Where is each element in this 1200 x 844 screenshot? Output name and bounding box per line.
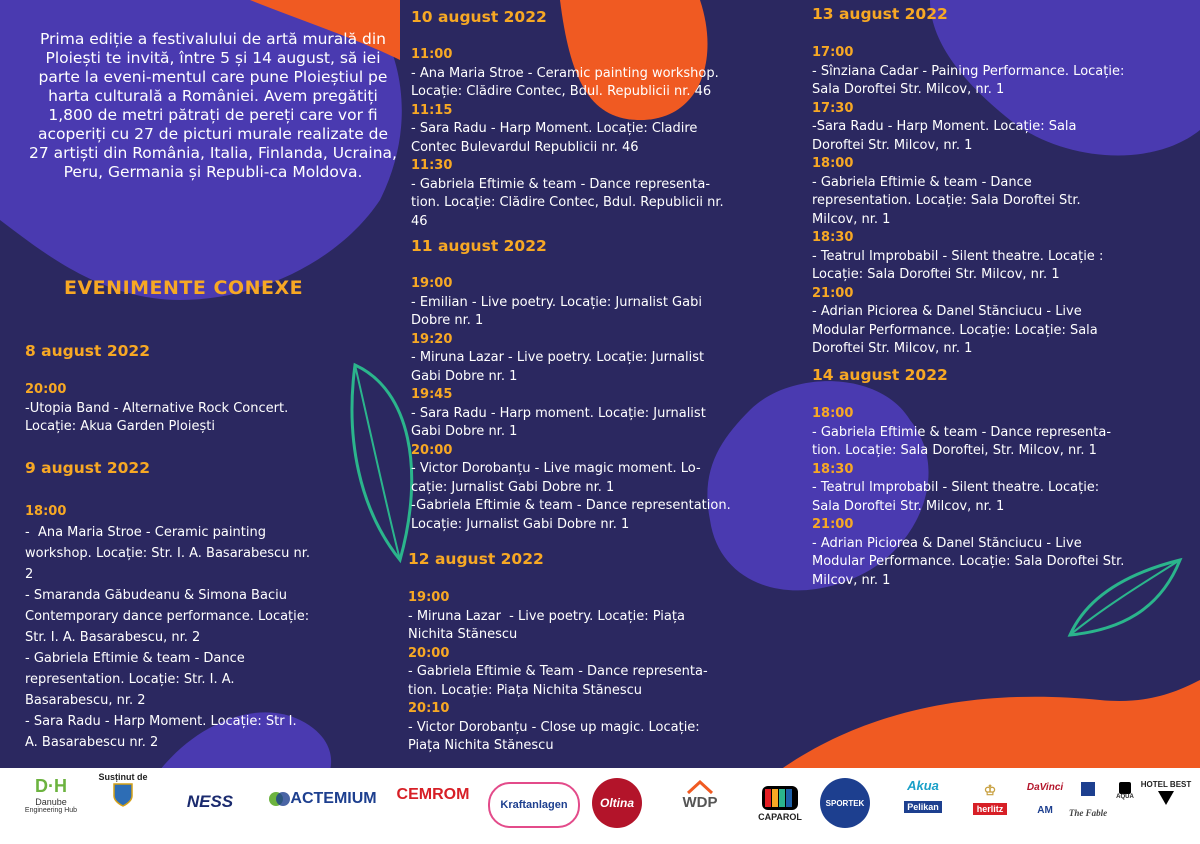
wdp-logo: WDP	[668, 780, 732, 811]
hotel-best-logo: HOTEL BEST	[1136, 780, 1196, 807]
crown-icon: ♔	[983, 782, 997, 798]
day-title: 9 august 2022	[25, 459, 150, 477]
event-time: 18:00	[812, 406, 854, 421]
day-block	[812, 405, 1192, 590]
event-text: - Gabriela Eftimie & team - Dance representa- tion. Locație: Clădire Contec, Bdul. Republicii nr. 46	[411, 176, 724, 229]
event-text: -Utopia Band - Alternative Rock Concert. Locație: Akua Garden Ploiești	[25, 400, 289, 434]
event-time: 11:15	[411, 102, 453, 118]
actemium-logo: ACTEMIUM	[260, 790, 385, 808]
day-title: 12 august 2022	[408, 550, 544, 568]
event-text: - Victor Dorobanțu - Close up magic. Locație: Piața Nichita Stănescu	[408, 719, 700, 753]
the-fable-logo: The Fable	[1068, 782, 1108, 818]
kraftanlagen-logo: Kraftanlagen	[488, 782, 580, 828]
event-text: - Teatrul Improbabil - Silent theatre. Locație : Locație: Sala Doroftei Str. Milcov, nr. 1	[812, 248, 1104, 282]
day-title: 11 august 2022	[411, 237, 547, 255]
caparol-logo: CAPAROL	[752, 782, 808, 822]
day-title: 10 august 2022	[411, 8, 547, 26]
sponsor-logo-bar	[0, 768, 1200, 844]
oltina-logo: Oltina	[592, 778, 642, 828]
section-title: EVENIMENTE CONEXE	[64, 277, 304, 299]
day-block	[411, 275, 791, 534]
event-time: 19:00	[411, 276, 453, 291]
event-time: 20:00	[411, 442, 453, 458]
event-text: - Teatrul Improbabil - Silent theatre. Locație: Sala Doroftei Str. Milcov, nr. 1	[812, 480, 1100, 514]
wdp-roof-icon	[686, 780, 714, 794]
akua-pelikan-logo: Akua Pelikan	[898, 778, 948, 813]
day-block	[25, 503, 395, 753]
day-block	[408, 589, 788, 756]
cemrom-logo: CEMROM	[396, 786, 470, 803]
event-time: 11:30	[411, 158, 453, 173]
event-time: 18:00	[25, 504, 67, 519]
event-time: 18:30	[812, 230, 854, 245]
sportek-logo: SPORTEK	[820, 778, 870, 828]
danube-engineering-hub-logo: D·H Danube Engineering Hub	[24, 776, 78, 814]
event-time: 21:00	[812, 285, 854, 301]
event-text: - Miruna Lazar - Live poetry. Locație: Jurnalist Gabi Dobre nr. 1	[411, 350, 705, 384]
day-block	[812, 44, 1192, 359]
event-text: - Emilian - Live poetry. Locație: Jurnalist Gabi Dobre nr. 1	[411, 294, 702, 328]
aqua-logo: AQUA	[1110, 782, 1140, 800]
event-time: 17:00	[812, 45, 854, 60]
day-title: 8 august 2022	[25, 342, 150, 360]
event-text: - Sînziana Cadar - Paining Performance. Locație: Sala Doroftei Str. Milcov, nr. 1	[812, 63, 1125, 97]
hotel-best-emblem-icon	[1156, 789, 1176, 807]
event-time: 20:00	[408, 645, 450, 661]
ness-logo: NESS	[186, 792, 234, 811]
event-time: 19:45	[411, 387, 453, 402]
event-time: 18:00	[812, 156, 854, 171]
event-text: - Ana Maria Stroe - Ceramic painting workshop. Locație: Clădire Contec, Bdul. Republicii nr. 46	[411, 65, 719, 99]
city-coat-of-arms-icon	[112, 782, 134, 808]
event-text: - Sara Radu - Harp moment. Locație: Jurnalist Gabi Dobre nr. 1	[411, 405, 706, 439]
event-text: - Victor Dorobanțu - Live magic moment. Lo- cație: Jurnalist Gabi Dobre nr. 1 -Gabriela Eftimie & team - Dance representation. Locație: Jurnalist Gabi Dobre nr. 1	[411, 461, 731, 532]
event-text: - Miruna Lazar - Live poetry. Locație: Piața Nichita Stănescu	[408, 608, 685, 642]
event-time: 20:00	[25, 382, 67, 397]
event-text: - Sara Radu - Harp Moment. Locație: Cladire Contec Bulevardul Republicii nr. 46	[411, 121, 698, 155]
event-text: - Ana Maria Stroe - Ceramic painting workshop. Locație: Str. I. A. Basarabescu nr. 2 - Smaranda Găbudeanu & Simona Baciu Contemporary dance performance. Locație: Str. I. A. Basarabescu, nr. 2 - Gabriela Eftimie & team - Dance representation. Locație: Str. I. A. Basarabescu, nr. 2 - Sara Radu - Harp Moment. Locație: Str I. A. Basarabescu nr. 2	[25, 524, 311, 750]
supported-by-block: Susținut de	[88, 772, 158, 808]
event-time: 11:00	[411, 47, 453, 62]
davinci-am-logo: DaVinci AM	[1026, 782, 1064, 816]
event-time: 17:30	[812, 100, 854, 116]
aqua-mark-icon	[1119, 782, 1131, 794]
day-title: 14 august 2022	[812, 366, 948, 384]
event-time: 19:20	[411, 331, 453, 347]
actemium-mark-icon	[268, 790, 290, 808]
event-text: - Adrian Piciorea & Danel Stănciucu - Live Modular Performance. Locație: Sala Doroftei Str. Milcov, nr. 1	[812, 535, 1125, 588]
event-text: - Gabriela Eftimie & team - Dance representation. Locație: Sala Doroftei Str. Milcov, nr. 1	[812, 174, 1081, 227]
day-title: 13 august 2022	[812, 5, 948, 23]
day-block	[25, 381, 395, 437]
event-text: - Gabriela Eftimie & team - Dance representa- tion. Locație: Sala Doroftei, Str. Milcov, nr. 1	[812, 424, 1112, 458]
event-text: - Adrian Piciorea & Danel Stănciucu - Live Modular Performance. Locație: Locație: Sala Doroftei Str. Milcov, nr. 1	[812, 304, 1098, 356]
event-text: -Sara Radu - Harp Moment. Locație: Sala Doroftei Str. Milcov, nr. 1	[812, 119, 1077, 153]
flag-icon	[1081, 782, 1095, 796]
event-time: 18:30	[812, 461, 854, 477]
event-time: 20:10	[408, 701, 450, 716]
event-time: 19:00	[408, 590, 450, 605]
caparol-elephant-icon	[760, 782, 800, 812]
event-time: 21:00	[812, 517, 854, 532]
event-text: - Gabriela Eftimie & Team - Dance representa- tion. Locație: Piața Nichita Stănescu	[408, 664, 708, 698]
herlitz-logo: ♔ herlitz	[962, 782, 1018, 815]
day-block	[411, 46, 791, 231]
intro-paragraph: Prima ediție a festivalului de artă murală din Ploiești te invită, între 5 și 14 august, să iei parte la eveni-mentul care pune Ploieștiul pe harta culturală a României. Avem pregătiți 1,800 de metri pătrați de pereți care vor fi acoperiți cu 27 de picturi murale realizate de 27 artiști din România, Italia, Finlanda, Ucraina, Peru, Germania și Republi-ca Moldova.	[29, 30, 397, 181]
